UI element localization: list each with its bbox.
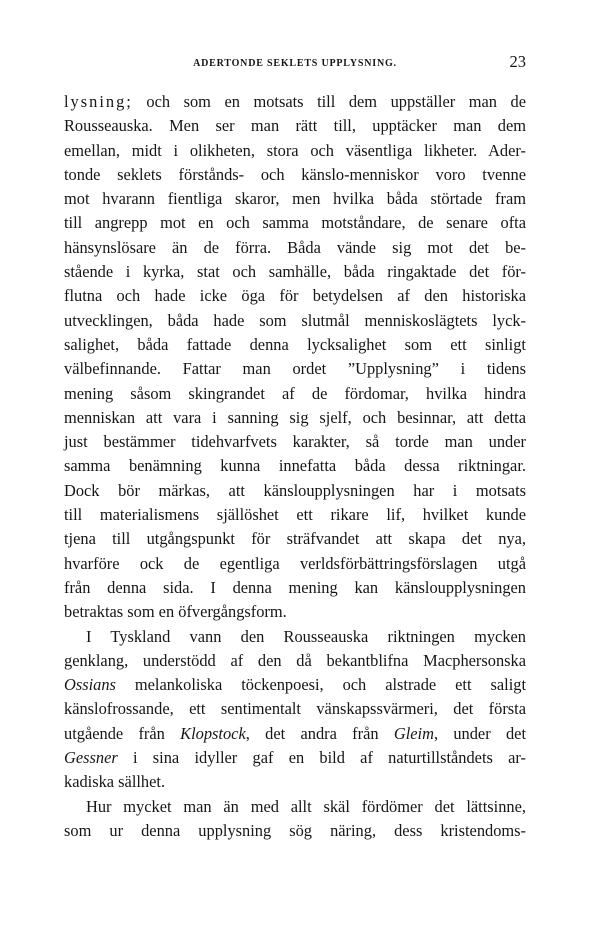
text-line xyxy=(64,795,526,819)
text-line xyxy=(64,406,526,430)
text-segment: Rousseauska. Men ser man rätt till, upptäcker man dem xyxy=(64,116,526,136)
text-segment: välbefinnande. Fattar man ordet ”Upplysning” i tidens xyxy=(64,359,526,379)
text-line xyxy=(64,819,526,843)
text-segment: lysning; xyxy=(64,92,133,111)
text-segment: stående i kyrka, stat och samhälle, båda ringaktade det för- xyxy=(64,262,526,282)
running-title: ADERTONDE SEKLETS UPPLYSNING. xyxy=(193,58,397,69)
text-line xyxy=(64,527,526,551)
text-line xyxy=(64,673,526,697)
text-segment: hvarföre ock de egentliga verldsförbättringsförslagen utgå xyxy=(64,553,526,573)
italic-name: Klopstock xyxy=(180,723,246,743)
text-segment: Dock bör märkas, att känsloupplysningen har i motsats xyxy=(64,480,526,500)
italic-name: Gleim xyxy=(393,723,434,743)
text-segment: tonde seklets förstånds- och känslo-menniskor voro tvenne xyxy=(64,164,526,184)
text-line xyxy=(64,260,526,284)
text-line xyxy=(64,236,526,260)
text-line xyxy=(64,211,526,235)
text-line xyxy=(64,600,526,624)
body-text xyxy=(64,90,526,843)
text-segment: känslofrossande, ett sentimentalt vänskapssvärmeri, det första xyxy=(64,699,526,719)
text-line xyxy=(64,503,526,527)
book-page xyxy=(64,48,526,843)
text-segment: mening såsom skingrandet af de fördomar, hvilka hindra xyxy=(64,383,526,403)
italic-name: Ossians xyxy=(64,675,116,695)
text-line xyxy=(64,139,526,163)
text-line xyxy=(64,309,526,333)
text-line xyxy=(64,649,526,673)
text-line xyxy=(64,770,526,794)
text-segment: , det andra från xyxy=(245,723,394,743)
text-segment: just bestämmer tidehvarfvets karakter, så torde man under xyxy=(64,432,526,452)
text-line xyxy=(64,357,526,381)
text-segment: till materialismens själlöshet ett rikare lif, hvilket kunde xyxy=(64,505,526,525)
text-segment: salighet, båda fattade denna lycksalighet som ett sinligt xyxy=(64,334,526,354)
text-segment: utgående från xyxy=(64,723,181,743)
text-segment: tjena till utgångspunkt för sträfvandet att skapa det nya, xyxy=(64,529,526,549)
text-segment: samma benämning kunna innefatta båda dessa riktningar. xyxy=(64,456,526,476)
text-line xyxy=(64,722,526,746)
text-segment: till angrepp mot en och samma motståndare, de senare ofta xyxy=(64,213,526,233)
text-segment: genklang, understödd af den då bekantblifna Macphersonska xyxy=(64,650,526,670)
text-line xyxy=(64,284,526,308)
text-segment: kadiska sällhet. xyxy=(64,772,166,792)
text-line xyxy=(64,746,526,770)
text-segment: mot hvarann fientliga skaror, men hvilka båda störtade fram xyxy=(64,189,526,209)
text-segment: betraktas som en öfvergångsform. xyxy=(64,602,287,622)
text-segment: flutna och hade icke öga för betydelsen af den historiska xyxy=(64,286,526,306)
text-segment: emellan, midt i olikheten, stora och väsentliga likheter. Ader- xyxy=(64,140,526,160)
text-line xyxy=(64,90,526,114)
text-segment: från denna sida. I denna mening kan känsloupplysningen xyxy=(64,577,526,597)
text-line xyxy=(64,454,526,478)
text-segment: I Tyskland vann den Rousseauska riktningen mycken xyxy=(86,626,526,646)
italic-name: Gessner xyxy=(64,748,118,768)
text-segment: och som en motsats till dem uppställer man de xyxy=(132,92,526,111)
text-segment: i sina idyller gaf en bild af naturtillståndets ar- xyxy=(117,748,526,768)
text-line xyxy=(64,382,526,406)
text-line xyxy=(64,187,526,211)
text-segment: som ur denna upplysning sög näring, dess kristendoms- xyxy=(64,820,526,840)
text-line xyxy=(64,333,526,357)
text-line xyxy=(64,552,526,576)
text-segment: utvecklingen, båda hade som slutmål menniskoslägtets lyck- xyxy=(64,310,526,330)
text-line xyxy=(64,430,526,454)
text-segment: melankoliska töckenpoesi, och alstrade ett saligt xyxy=(115,675,526,695)
text-line xyxy=(64,479,526,503)
text-line xyxy=(64,697,526,721)
text-line xyxy=(64,114,526,138)
text-line xyxy=(64,163,526,187)
text-segment: hänsynslösare än de förra. Båda vände sig mot det be- xyxy=(64,237,526,257)
text-line xyxy=(64,576,526,600)
page-number: 23 xyxy=(509,52,526,71)
text-segment: , under det xyxy=(433,723,526,743)
text-line xyxy=(64,625,526,649)
page-header xyxy=(64,48,526,78)
text-segment: menniskan att vara i sanning sig sjelf, och besinnar, att detta xyxy=(64,407,526,427)
text-segment: Hur mycket man än med allt skäl fördömer det lättsinne, xyxy=(86,796,526,816)
